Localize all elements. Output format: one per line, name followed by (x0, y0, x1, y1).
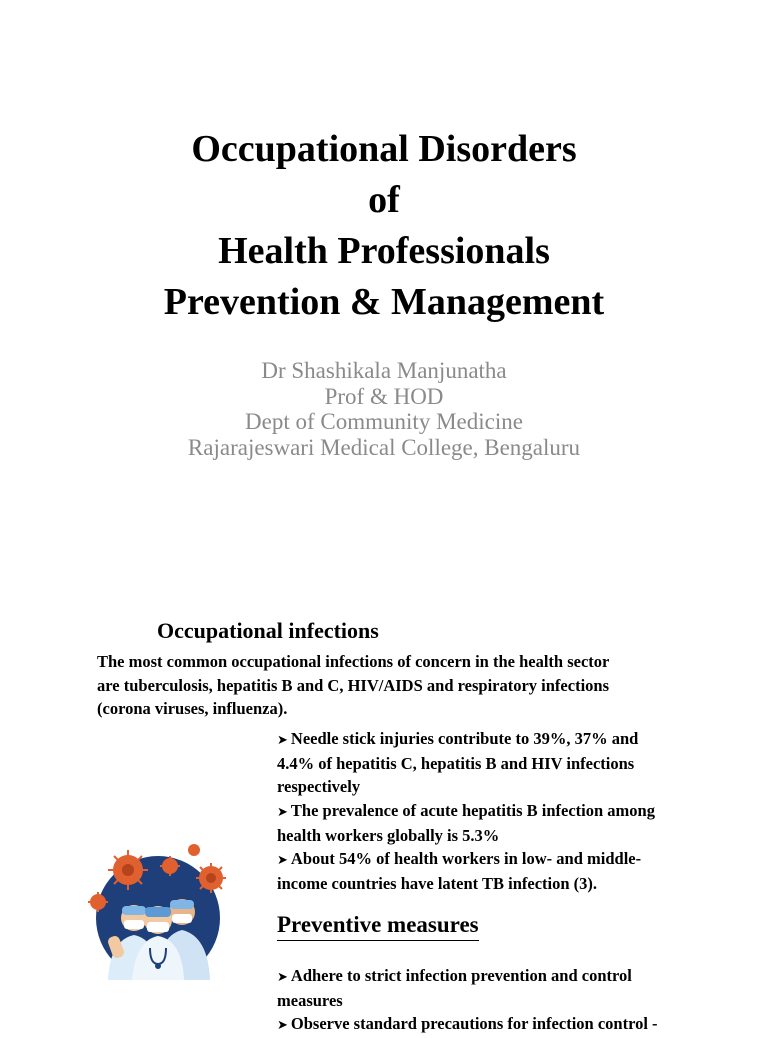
bullet-line: measures (277, 991, 343, 1011)
author-name: Dr Shashikala Manjunatha (261, 358, 507, 383)
arrow-bullet-icon: ➤ (277, 1018, 288, 1034)
preventive-measures-heading: Preventive measures (277, 910, 479, 941)
title-line-1: Occupational Disorders (191, 128, 577, 170)
bullet-line: income countries have latent TB infection (3). (277, 874, 598, 894)
infection-bullet-list (277, 727, 747, 895)
bullet-line: respectively (277, 777, 361, 797)
slide-title (0, 124, 768, 328)
bullet-line: ➤ About 54% of health workers in low- and middle- (277, 849, 642, 869)
bullet-line: ➤ Adhere to strict infection prevention and control (277, 966, 632, 985)
intro-line: are tuberculosis, hepatitis B and C, HIV/AIDS and respiratory infections (97, 675, 609, 695)
preventive-bullet-list (277, 964, 747, 1038)
intro-paragraph (97, 650, 717, 721)
author-department: Dept of Community Medicine (245, 409, 523, 434)
intro-line: The most common occupational infections of concern in the health sector (97, 652, 610, 671)
arrow-bullet-icon: ➤ (277, 970, 288, 985)
intro-line: (corona viruses, influenza). (97, 699, 288, 718)
section-heading: Occupational infections (157, 618, 379, 643)
bullet-line: ➤ Observe standard precautions for infection control - (277, 1014, 658, 1034)
arrow-bullet-icon: ➤ (277, 804, 288, 820)
author-institution: Rajarajeswari Medical College, Bengaluru (187, 434, 581, 460)
author-position: Prof & HOD (324, 383, 444, 409)
author-block (0, 358, 768, 460)
arrow-bullet-icon: ➤ (277, 733, 288, 748)
bullet-line: health workers globally is 5.3% (277, 825, 500, 845)
title-line-3: Health Professionals (218, 230, 550, 272)
bullet-line: ➤ The prevalence of acute hepatitis B infection among (277, 800, 655, 820)
arrow-bullet-icon: ➤ (277, 853, 288, 869)
bullet-line: ➤ Needle stick injuries contribute to 39%, 37% and (277, 729, 639, 748)
title-line-4: Prevention & Management (163, 281, 605, 323)
health-workers-virus-illustration (86, 840, 231, 985)
bullet-line: 4.4% of hepatitis C, hepatitis B and HIV infections (277, 754, 635, 774)
title-line-2: of (368, 179, 400, 221)
